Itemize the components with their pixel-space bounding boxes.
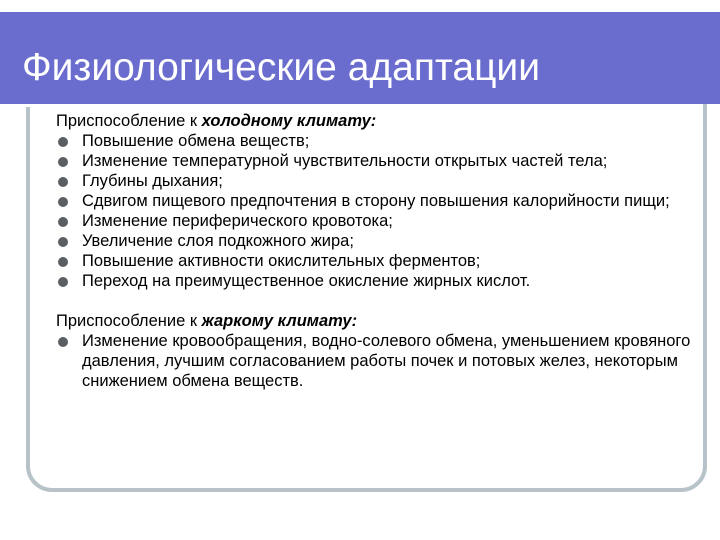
bullet-dot-icon xyxy=(58,197,68,207)
bullet-dot-icon xyxy=(58,137,68,147)
section-heading-cold xyxy=(56,111,696,131)
list-item xyxy=(56,171,696,191)
bullet-dot-icon xyxy=(58,277,68,287)
list-item xyxy=(56,271,696,291)
list-item xyxy=(56,251,696,271)
hot-adaptation-list xyxy=(56,331,696,391)
section-spacer xyxy=(56,291,696,311)
list-item-text: Повышение активности окислительных ферментов; xyxy=(82,252,481,270)
list-item-text: Изменение кровообращения, водно-солевого обмена, уменьшением кровяного давления, лучшим согласованием работы почек и потовых желез, некоторым снижением обмена веществ. xyxy=(82,332,691,390)
list-item-text: Изменение температурной чувствительности открытых частей тела; xyxy=(82,152,608,170)
bullet-dot-icon xyxy=(58,237,68,247)
list-item-text: Переход на преимущественное окисление жирных кислот. xyxy=(82,272,531,290)
bullet-dot-icon xyxy=(58,217,68,227)
bullet-dot-icon xyxy=(58,257,68,267)
slide-content xyxy=(56,111,696,391)
bullet-dot-icon xyxy=(58,177,68,187)
title-bar xyxy=(0,12,720,104)
slide-title: Физиологические адаптации xyxy=(22,46,540,89)
section-heading-prefix: Приспособление к xyxy=(56,312,202,330)
list-item xyxy=(56,191,696,211)
list-item-text: Сдвигом пищевого предпочтения в сторону повышения калорийности пищи; xyxy=(82,192,670,210)
list-item-text: Глубины дыхания; xyxy=(82,172,223,190)
list-item xyxy=(56,231,696,251)
list-item xyxy=(56,151,696,171)
title-underline xyxy=(22,104,636,107)
list-item xyxy=(56,131,696,151)
section-heading-hot xyxy=(56,311,696,331)
section-heading-emphasis: жаркому климату: xyxy=(201,312,358,330)
list-item-text: Изменение периферического кровотока; xyxy=(82,212,393,230)
bullet-dot-icon xyxy=(58,337,68,347)
list-item-text: Повышение обмена веществ; xyxy=(82,132,310,150)
list-item-text: Увеличение слоя подкожного жира; xyxy=(82,232,354,250)
section-heading-emphasis: холодному климату: xyxy=(201,112,377,130)
section-heading-prefix: Приспособление к xyxy=(56,112,202,130)
list-item xyxy=(56,331,696,391)
list-item xyxy=(56,211,696,231)
bullet-dot-icon xyxy=(58,157,68,167)
cold-adaptation-list xyxy=(56,131,696,291)
